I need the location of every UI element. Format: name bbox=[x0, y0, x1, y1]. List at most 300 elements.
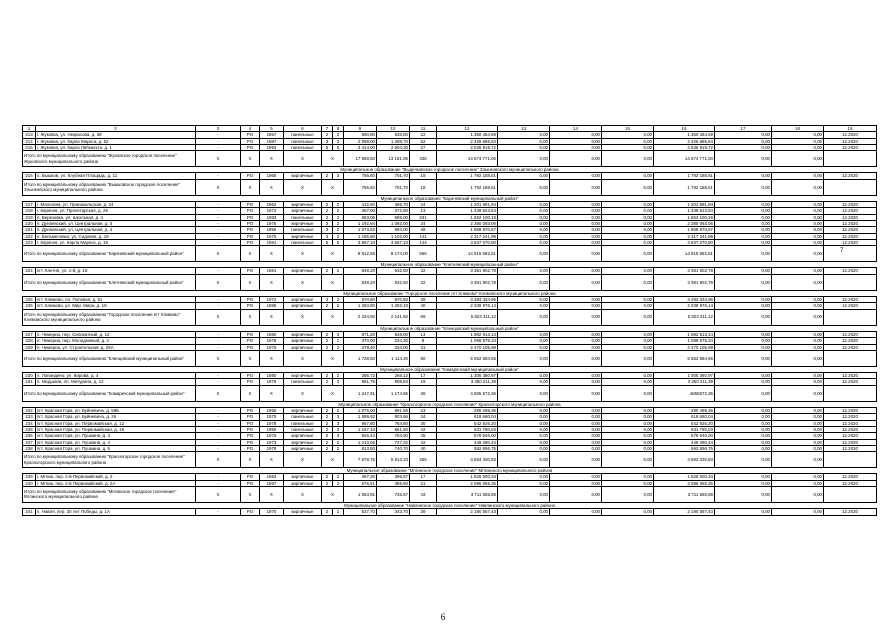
table-cell: 385,70 bbox=[377, 202, 410, 208]
table-cell: 1 210,06 bbox=[344, 439, 377, 445]
table-cell: 0,00 bbox=[772, 274, 824, 290]
table-cell: - bbox=[196, 338, 241, 344]
table-cell: 1955 bbox=[260, 227, 284, 233]
table-cell: 3 bbox=[322, 233, 333, 239]
table-cell: 2 bbox=[333, 208, 344, 214]
table-cell: 0,00 bbox=[550, 303, 602, 309]
table-cell: - bbox=[196, 303, 241, 309]
table-cell: 727,32 bbox=[377, 439, 410, 445]
table-cell: 932,50 bbox=[377, 274, 410, 290]
table-cell: 0,00 bbox=[715, 246, 772, 262]
table-cell: 3 657,10 bbox=[344, 239, 377, 245]
table-cell: 0,00 bbox=[602, 338, 654, 344]
table-cell: 666 bbox=[410, 246, 437, 262]
table-cell: 218 bbox=[23, 208, 36, 214]
table-cell: 0,00 bbox=[602, 268, 654, 274]
table-cell: 0,00 bbox=[550, 452, 602, 468]
table-cell: 1962 bbox=[260, 202, 284, 208]
table-cell: X bbox=[260, 246, 284, 262]
table-cell: 40 bbox=[410, 303, 437, 309]
table-cell: 5 552 594,66 bbox=[437, 350, 498, 366]
table-cell: 0,00 bbox=[772, 338, 824, 344]
table-cell: 2 bbox=[322, 509, 333, 515]
table-cell: 0,00 bbox=[498, 331, 550, 337]
table-cell: г. Жуковка, ул. Карла Маркса, д. 62 bbox=[36, 138, 196, 144]
table-cell: 0,00 bbox=[772, 433, 824, 439]
table-cell: РО bbox=[241, 433, 260, 439]
table-cell: - bbox=[196, 239, 241, 245]
table-cell: 1 099 575,34 bbox=[654, 338, 715, 344]
table-cell: 0,00 bbox=[602, 486, 654, 502]
table-cell: 1 625 000,34 bbox=[437, 474, 498, 480]
table-cell: 42 bbox=[410, 439, 437, 445]
table-cell: 1980 bbox=[260, 331, 284, 337]
table-cell: РО bbox=[241, 220, 260, 226]
table-cell: кирпичные bbox=[284, 509, 322, 515]
table-cell: 2 bbox=[333, 233, 344, 239]
table-cell: 214 bbox=[23, 138, 36, 144]
table-cell: 0,00 bbox=[772, 379, 824, 385]
table-cell: 0,00 bbox=[550, 420, 602, 426]
table-cell: 3 693 330,83 bbox=[437, 452, 498, 468]
table-cell: 11 bbox=[410, 126, 437, 132]
table-cell: кирпичные bbox=[284, 338, 322, 344]
table-cell: 0,00 bbox=[498, 414, 550, 420]
table-cell: 334,00 bbox=[377, 344, 410, 350]
table-cell: 970,80 bbox=[344, 297, 377, 303]
subtotal-label: Итого по муниципальному образованию "Вышковское городское поселение" Злынковского муниципального района bbox=[23, 179, 196, 195]
table-cell: 0,00 bbox=[550, 233, 602, 239]
table-cell: 0,00 bbox=[715, 138, 772, 144]
table-cell: панельные bbox=[284, 214, 322, 220]
table-cell: X bbox=[284, 179, 322, 195]
table-cell: г. Мглин, пер. 2-й Первомайский, д. 2А bbox=[36, 480, 196, 486]
section-title: Муниципальное образование "Клетнянский муниципальный район" bbox=[23, 262, 877, 268]
table-cell: 2 bbox=[322, 373, 333, 379]
table-cell: 2 bbox=[322, 173, 333, 179]
table-cell: 1966 bbox=[260, 173, 284, 179]
table-cell: 372,80 bbox=[377, 208, 410, 214]
table-cell: 2 bbox=[333, 132, 344, 138]
table-cell: 12.2020 bbox=[824, 426, 877, 432]
table-cell: кирпичные bbox=[284, 439, 322, 445]
table-cell: 2 bbox=[333, 408, 344, 414]
table-cell: 215 bbox=[23, 144, 36, 150]
table-cell: X bbox=[284, 385, 322, 401]
table-cell: 0,00 bbox=[602, 173, 654, 179]
table-cell: 3 711 555,69 bbox=[437, 486, 498, 502]
table-cell: 0,00 bbox=[772, 452, 824, 468]
table-cell: 0,00 bbox=[602, 344, 654, 350]
table-cell: 0,00 bbox=[772, 445, 824, 451]
table-cell: 0,00 bbox=[498, 138, 550, 144]
table-cell: кирпичные bbox=[284, 297, 322, 303]
table-cell: пгт. Красная Гора, ул. Первомайская, д. 18 bbox=[36, 426, 196, 432]
table-cell: 227 bbox=[23, 331, 36, 337]
table-cell: 0,00 bbox=[772, 202, 824, 208]
table-cell: X bbox=[322, 309, 344, 325]
table-cell: 0,00 bbox=[602, 138, 654, 144]
table-cell: 237 bbox=[23, 439, 36, 445]
table-cell: 542 926,20 bbox=[437, 420, 498, 426]
table-cell: 0,00 bbox=[550, 208, 602, 214]
table-cell: 232 bbox=[23, 408, 36, 414]
table-cell: 1986 bbox=[260, 303, 284, 309]
table-cell: 12.2020 bbox=[824, 303, 877, 309]
table-cell: 3 381 902,78 bbox=[654, 268, 715, 274]
table-cell: 0,00 bbox=[772, 509, 824, 515]
table-cell: - bbox=[196, 132, 241, 138]
table-cell: 1 185,80 bbox=[344, 233, 377, 239]
table-cell: 22 bbox=[410, 132, 437, 138]
table-cell: 1 073,62 bbox=[344, 227, 377, 233]
table-cell: 2 099,00 bbox=[344, 138, 377, 144]
table-cell: 13 181,96 bbox=[377, 151, 410, 167]
table-cell: 0,00 bbox=[715, 379, 772, 385]
table-cell: 0,00 bbox=[550, 480, 602, 486]
table-cell: РО bbox=[241, 331, 260, 337]
table-cell: 0,00 bbox=[602, 373, 654, 379]
subtotal-row bbox=[23, 151, 877, 167]
table-cell: 2 bbox=[333, 344, 344, 350]
table-cell: 784,50 bbox=[377, 420, 410, 426]
table-cell: 3 bbox=[333, 414, 344, 420]
table-cell: 2 bbox=[322, 426, 333, 432]
table-cell: 0,00 bbox=[498, 433, 550, 439]
table-cell: 0,00 bbox=[772, 214, 824, 220]
table-cell: 1978 bbox=[260, 420, 284, 426]
table-cell: 971,20 bbox=[344, 331, 377, 337]
table-cell: 0,00 bbox=[715, 331, 772, 337]
table-cell: 0,00 bbox=[498, 452, 550, 468]
table-cell: 961,79 bbox=[344, 379, 377, 385]
table-cell: X bbox=[284, 274, 322, 290]
table-cell: 903,66 bbox=[377, 414, 410, 420]
table-cell: 994,00 bbox=[377, 227, 410, 233]
table-cell: 2 bbox=[322, 433, 333, 439]
table-cell: 756,50 bbox=[344, 179, 377, 195]
table-cell: 2 339 976,14 bbox=[437, 303, 498, 309]
table-cell: 3 350 211,39 bbox=[437, 379, 498, 385]
subtotal-row bbox=[23, 452, 877, 468]
table-cell: 590,80 bbox=[344, 132, 377, 138]
table-cell: 2 bbox=[333, 480, 344, 486]
table-cell: 0,00 bbox=[550, 385, 602, 401]
table-cell: РО bbox=[241, 233, 260, 239]
table-cell: 3 bbox=[322, 220, 333, 226]
table-cell: РО bbox=[241, 227, 260, 233]
table-cell: 221 bbox=[23, 227, 36, 233]
table-cell: 0,00 bbox=[498, 350, 550, 366]
table-cell: 0,00 bbox=[772, 420, 824, 426]
subtotal-label: Итого по муниципальному образованию "Карачевский муниципальный район" bbox=[23, 246, 196, 262]
table-cell: 0,00 bbox=[715, 344, 772, 350]
table-cell: 2 bbox=[322, 439, 333, 445]
table-cell: 2 bbox=[322, 480, 333, 486]
table-cell: X bbox=[260, 452, 284, 468]
table-cell: 1 792 188,61 bbox=[437, 179, 498, 195]
table-cell: 0,00 bbox=[715, 179, 772, 195]
table-cell: 3 381 902,78 bbox=[437, 268, 498, 274]
table-cell: РО bbox=[241, 208, 260, 214]
table-cell: X bbox=[260, 350, 284, 366]
table-cell: 2 bbox=[322, 268, 333, 274]
table-cell: 1976 bbox=[260, 379, 284, 385]
table-cell: РО bbox=[241, 373, 260, 379]
table-cell: 967,80 bbox=[344, 420, 377, 426]
table-cell: 24 bbox=[410, 202, 437, 208]
table-cell: 2 bbox=[322, 379, 333, 385]
table-cell: X bbox=[284, 151, 322, 167]
table-cell: 1975 bbox=[260, 233, 284, 239]
table-cell: 1 305 380,97 bbox=[654, 373, 715, 379]
table-cell: 12.2020 bbox=[824, 297, 877, 303]
table-cell: 280 499,36 bbox=[437, 408, 498, 414]
table-cell: 0,00 bbox=[498, 408, 550, 414]
table-cell: г. Жуковка, ул. Карла Либкнехта, д. 1 bbox=[36, 144, 196, 150]
section-title: Муниципальное образование "Красногорское городское поселение" Красногорского муниципального района bbox=[23, 401, 877, 407]
table-cell: X bbox=[322, 274, 344, 290]
table-cell: 13 bbox=[410, 331, 437, 337]
table-cell: 29 bbox=[410, 297, 437, 303]
table-cell: - bbox=[196, 408, 241, 414]
table-cell: 631 780,03 bbox=[437, 426, 498, 432]
table-cell: 8 bbox=[410, 338, 437, 344]
table-cell: 3 bbox=[196, 126, 241, 132]
table-cell: 932,50 bbox=[377, 268, 410, 274]
table-cell: 1 792 188,61 bbox=[437, 173, 498, 179]
table-cell: 1 263,80 bbox=[344, 303, 377, 309]
table-cell: 0,00 bbox=[715, 220, 772, 226]
table-cell: 0,00 bbox=[715, 414, 772, 420]
table-cell: 0,00 bbox=[602, 208, 654, 214]
table-cell: 0,00 bbox=[602, 439, 654, 445]
table-cell: - bbox=[196, 233, 241, 239]
table-cell: 0,00 bbox=[498, 151, 550, 167]
table-cell: 12.2020 bbox=[824, 373, 877, 379]
table-cell: 12.2020 bbox=[824, 173, 877, 179]
table-cell: - bbox=[196, 439, 241, 445]
table-cell: 0,00 bbox=[550, 433, 602, 439]
table-cell: 0,00 bbox=[715, 239, 772, 245]
table-cell: 1987 bbox=[260, 138, 284, 144]
table-cell: 2 bbox=[322, 408, 333, 414]
page-number: 6 bbox=[440, 612, 446, 622]
table-cell: РО bbox=[241, 297, 260, 303]
table-cell: 389,90 bbox=[377, 480, 410, 486]
table-cell: 0,00 bbox=[772, 350, 824, 366]
table-cell: 0,00 bbox=[498, 246, 550, 262]
table-cell: г. Мальтина, ул. Принакольская, д. 24 bbox=[36, 202, 196, 208]
table-cell: 34 bbox=[410, 414, 437, 420]
table-cell: 4 655 572,36 bbox=[437, 385, 498, 401]
table-cell: 0,00 bbox=[715, 214, 772, 220]
table-cell: 0,00 bbox=[498, 214, 550, 220]
table-cell: 0,00 bbox=[602, 220, 654, 226]
table-cell: г. Жуковка, ул. Некрасова, д. 38 bbox=[36, 132, 196, 138]
table-cell: 231 bbox=[410, 214, 437, 220]
subtotal-row bbox=[23, 385, 877, 401]
table-cell: 2 bbox=[333, 268, 344, 274]
table-cell: 36 bbox=[410, 385, 437, 401]
table-cell: 631 780,03 bbox=[654, 426, 715, 432]
table-cell: 1993 bbox=[260, 144, 284, 150]
table-cell: X bbox=[284, 350, 322, 366]
table-cell: 2 bbox=[333, 297, 344, 303]
table-cell: 3 bbox=[333, 420, 344, 426]
table-cell: 0,00 bbox=[498, 303, 550, 309]
table-cell: 861,80 bbox=[377, 426, 410, 432]
table-cell: 1 174,96 bbox=[377, 385, 410, 401]
table-cell: 12.2020 bbox=[824, 132, 877, 138]
table-cell: 0,00 bbox=[602, 179, 654, 195]
table-cell: 592 896,75 bbox=[437, 445, 498, 451]
table-cell: 412,60 bbox=[344, 202, 377, 208]
table-cell: 1 282,10 bbox=[377, 303, 410, 309]
table-cell: 14 bbox=[550, 126, 602, 132]
table-cell: 0,00 bbox=[715, 268, 772, 274]
section-title: Муниципальное образование "Навлинское городское поселение" Навлинского муниципального района bbox=[23, 502, 877, 508]
table-cell: 0,00 bbox=[715, 144, 772, 150]
table-cell: 228 bbox=[23, 338, 36, 344]
table-cell: - bbox=[196, 426, 241, 432]
table-cell: 239 bbox=[23, 474, 36, 480]
table-cell: 0,00 bbox=[602, 452, 654, 468]
table-cell: 230 bbox=[23, 373, 36, 379]
table-cell: 0,00 bbox=[715, 509, 772, 515]
table-cell: 3 414,00 bbox=[344, 144, 377, 150]
table-cell: 0,00 bbox=[550, 344, 602, 350]
table-cell: 0,00 bbox=[550, 239, 602, 245]
table-cell: 2 380 093,06 bbox=[654, 220, 715, 226]
section-title: Муниципальное образование "Клинцовский муниципальный район" bbox=[23, 325, 877, 331]
table-cell: 4 bbox=[241, 126, 260, 132]
table-cell: 234,30 bbox=[377, 338, 410, 344]
table-cell: кирпичные bbox=[284, 220, 322, 226]
table-cell: 0,00 bbox=[498, 373, 550, 379]
table-cell: 1972 bbox=[260, 208, 284, 214]
table-cell: 2 bbox=[333, 202, 344, 208]
table-cell: 5 823 311,12 bbox=[437, 309, 498, 325]
table-cell: 23 bbox=[410, 408, 437, 414]
table-cell: 2 bbox=[333, 227, 344, 233]
table-cell: - bbox=[196, 268, 241, 274]
table-cell: 5 552 594,66 bbox=[654, 350, 715, 366]
table-cell: 222 bbox=[23, 233, 36, 239]
table-cell: РО bbox=[241, 144, 260, 150]
subtotal-row bbox=[23, 486, 877, 502]
table-cell: 0,00 bbox=[550, 379, 602, 385]
table-cell: X bbox=[241, 246, 260, 262]
table-cell: 0,00 bbox=[498, 208, 550, 214]
table-cell: 2 234,60 bbox=[344, 309, 377, 325]
table-cell: 1 350 454,69 bbox=[654, 132, 715, 138]
table-cell: X bbox=[196, 274, 241, 290]
table-cell: п. Дунаевский, ул. Центральная, д. 4 bbox=[36, 227, 196, 233]
table-cell: 12.2020 bbox=[824, 408, 877, 414]
table-cell: X bbox=[241, 151, 260, 167]
table-cell: - bbox=[196, 509, 241, 515]
table-cell: 1 982 913,14 bbox=[437, 331, 498, 337]
table-cell: 0,00 bbox=[715, 173, 772, 179]
table-cell: 12.2020 bbox=[824, 414, 877, 420]
table-cell: X bbox=[284, 309, 322, 325]
table-cell: 3 483 334,96 bbox=[437, 297, 498, 303]
table-cell: 0,00 bbox=[550, 151, 602, 167]
table-cell: 1 102,00 bbox=[377, 233, 410, 239]
table-cell: 395,67 bbox=[377, 474, 410, 480]
subtotal-row bbox=[23, 350, 877, 366]
table-cell: 448 390,44 bbox=[437, 439, 498, 445]
table-cell: 618 680,04 bbox=[654, 414, 715, 420]
table-cell: 42 bbox=[410, 426, 437, 432]
table-cell: 238 bbox=[23, 445, 36, 451]
table-cell: 233 bbox=[23, 414, 36, 420]
table-cell: - bbox=[196, 214, 241, 220]
table-cell: X bbox=[196, 179, 241, 195]
table-cell: 17 968,50 bbox=[344, 151, 377, 167]
table-cell: - bbox=[196, 344, 241, 350]
table-cell: РО bbox=[241, 344, 260, 350]
table-cell: 1 350 454,69 bbox=[437, 132, 498, 138]
table-cell: г. Карачев, ул. Карла Маркса, д. 18 bbox=[36, 239, 196, 245]
table-cell: 0,00 bbox=[602, 202, 654, 208]
table-cell: РО bbox=[241, 480, 260, 486]
table-cell: 448 390,44 bbox=[654, 439, 715, 445]
table-cell: X bbox=[322, 350, 344, 366]
table-cell: 0,00 bbox=[550, 268, 602, 274]
subtotal-row bbox=[23, 309, 877, 325]
table-cell: 0,00 bbox=[772, 208, 824, 214]
table-cell: - bbox=[196, 227, 241, 233]
empty-cell bbox=[824, 350, 877, 366]
table-cell: 0,00 bbox=[715, 474, 772, 480]
table-cell: 2 426 685,64 bbox=[437, 138, 498, 144]
table-cell: 0,00 bbox=[498, 379, 550, 385]
table-cell: 0,00 bbox=[715, 426, 772, 432]
empty-cell bbox=[824, 246, 877, 262]
subtotal-label: Итого по муниципальному образованию "Городское поселение пгт Климово" Климовского муниципального района bbox=[23, 309, 196, 325]
table-cell: 8 bbox=[333, 126, 344, 132]
table-cell: 240 bbox=[23, 480, 36, 486]
table-cell: 0,00 bbox=[550, 274, 602, 290]
table-cell: 0,00 bbox=[550, 373, 602, 379]
table-cell: 1981 bbox=[260, 268, 284, 274]
table-cell: 12.2020 bbox=[824, 220, 877, 226]
table-cell: 224 bbox=[23, 268, 36, 274]
table-cell: 0,00 bbox=[498, 233, 550, 239]
table-cell: 3 657,10 bbox=[377, 239, 410, 245]
table-cell: РО bbox=[241, 268, 260, 274]
table-cell: X bbox=[241, 350, 260, 366]
table-cell: п. Дунаевский, ул. Центральная, д. 3 bbox=[36, 220, 196, 226]
table-cell: 1 092,00 bbox=[377, 220, 410, 226]
table-cell: 217 bbox=[23, 202, 36, 208]
table-cell: 10 bbox=[377, 126, 410, 132]
table-cell: РО bbox=[241, 138, 260, 144]
table-cell: 0,00 bbox=[715, 303, 772, 309]
table-cell: пгт. Климово, ул. Мир. Мира, д. 19 bbox=[36, 303, 196, 309]
table-cell: 2 470 105,98 bbox=[437, 344, 498, 350]
table-cell: 13 bbox=[498, 126, 550, 132]
table-cell: 0,00 bbox=[498, 426, 550, 432]
table-cell: 1 305 380,97 bbox=[437, 373, 498, 379]
table-cell: 2 bbox=[322, 202, 333, 208]
table-cell: кирпичные bbox=[284, 344, 322, 350]
table-cell: 0,00 bbox=[715, 274, 772, 290]
table-cell: 0,00 bbox=[772, 344, 824, 350]
table-cell: 2 bbox=[333, 445, 344, 451]
